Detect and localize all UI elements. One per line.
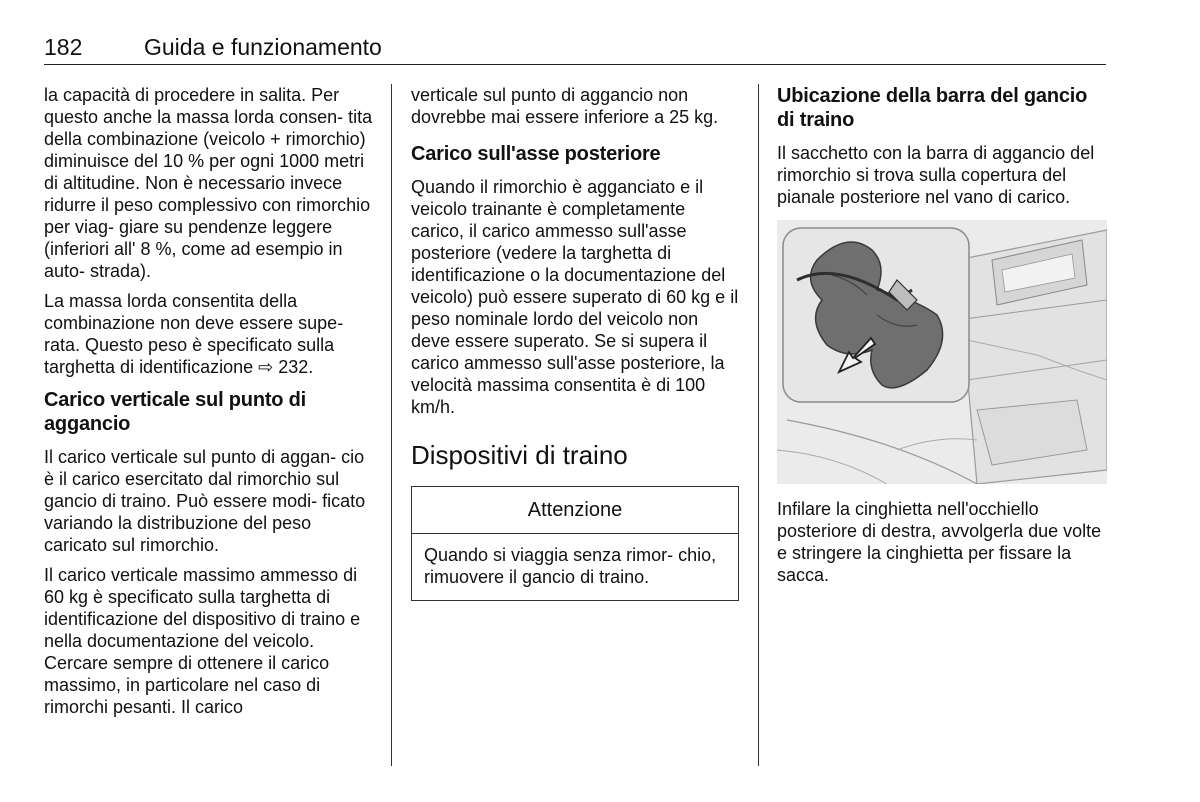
- paragraph: Infilare la cinghietta nell'occhiello posteriore di destra, avvolgerla due volte e stringere la cinghietta per fissare la sacca.: [777, 499, 1102, 585]
- subheading: Carico verticale sul punto di aggancio: [44, 389, 307, 435]
- column-1: [44, 84, 376, 726]
- warning-title: Attenzione: [412, 487, 738, 534]
- section-heading: Dispositivi di traino: [411, 440, 628, 470]
- warning-text: Quando si viaggia senza rimor- chio, rimuovere il gancio di traino.: [424, 545, 717, 587]
- column-3: [777, 84, 1107, 594]
- paragraph: la capacità di procedere in salita. Per questo anche la massa lorda consen- tita della combinazione (veicolo + rimorchio) diminuisce del 10 % per ogni 1000 metri di altitudine. Non è necessario invece ridurre il peso complessivo con rimorchio per viag- giare su pendenze leggere (inferiori all' 8 %, come ad esempio in auto- strada).: [44, 85, 373, 281]
- column-divider: [391, 84, 392, 766]
- subheading: Carico sull'asse posteriore: [411, 143, 661, 165]
- trunk-tow-bar-bag-illustration: [777, 220, 1107, 484]
- trunk-illustration-icon: [777, 220, 1107, 484]
- page-number: 182: [44, 34, 83, 60]
- section-title: Guida e funzionamento: [144, 34, 382, 60]
- subheading: Ubicazione della barra del gancio di traino: [777, 85, 1088, 131]
- column-divider: [758, 84, 759, 766]
- warning-box: [411, 486, 739, 601]
- column-2: [411, 84, 741, 601]
- page-header: [44, 34, 1106, 65]
- paragraph: Il sacchetto con la barra di aggancio del rimorchio si trova sulla copertura del pianale posteriore nel vano di carico.: [777, 143, 1095, 207]
- paragraph: La massa lorda consentita della combinazione non deve essere supe- rata. Questo peso è specificato sulla targhetta di identificazione ⇨ 232.: [44, 291, 344, 377]
- paragraph: verticale sul punto di aggancio non dovrebbe mai essere inferiore a 25 kg.: [411, 85, 719, 127]
- paragraph: Il carico verticale massimo ammesso di 60 kg è specificato sulla targhetta di identificazione del dispositivo di traino e nella documentazione del veicolo. Cercare sempre di ottenere il carico massimo, in particolare nel caso di rimorchi pesanti. Il carico: [44, 565, 361, 717]
- paragraph: Quando il rimorchio è agganciato e il veicolo trainante è completamente carico, il carico ammesso sull'asse posteriore (vedere la targhetta di identificazione o la documentazione del veicolo) può essere superato di 60 kg e il peso nominale lordo del veicolo non deve essere superato. Se si supera il carico ammesso sull'asse posteriore, la velocità massima consentita è di 100 km/h.: [411, 177, 739, 417]
- paragraph: Il carico verticale sul punto di aggan- cio è il carico esercitato dal rimorchio sul gancio di traino. Può essere modi- ficato variando la distribuzione del peso caricato sul rimorchio.: [44, 447, 366, 555]
